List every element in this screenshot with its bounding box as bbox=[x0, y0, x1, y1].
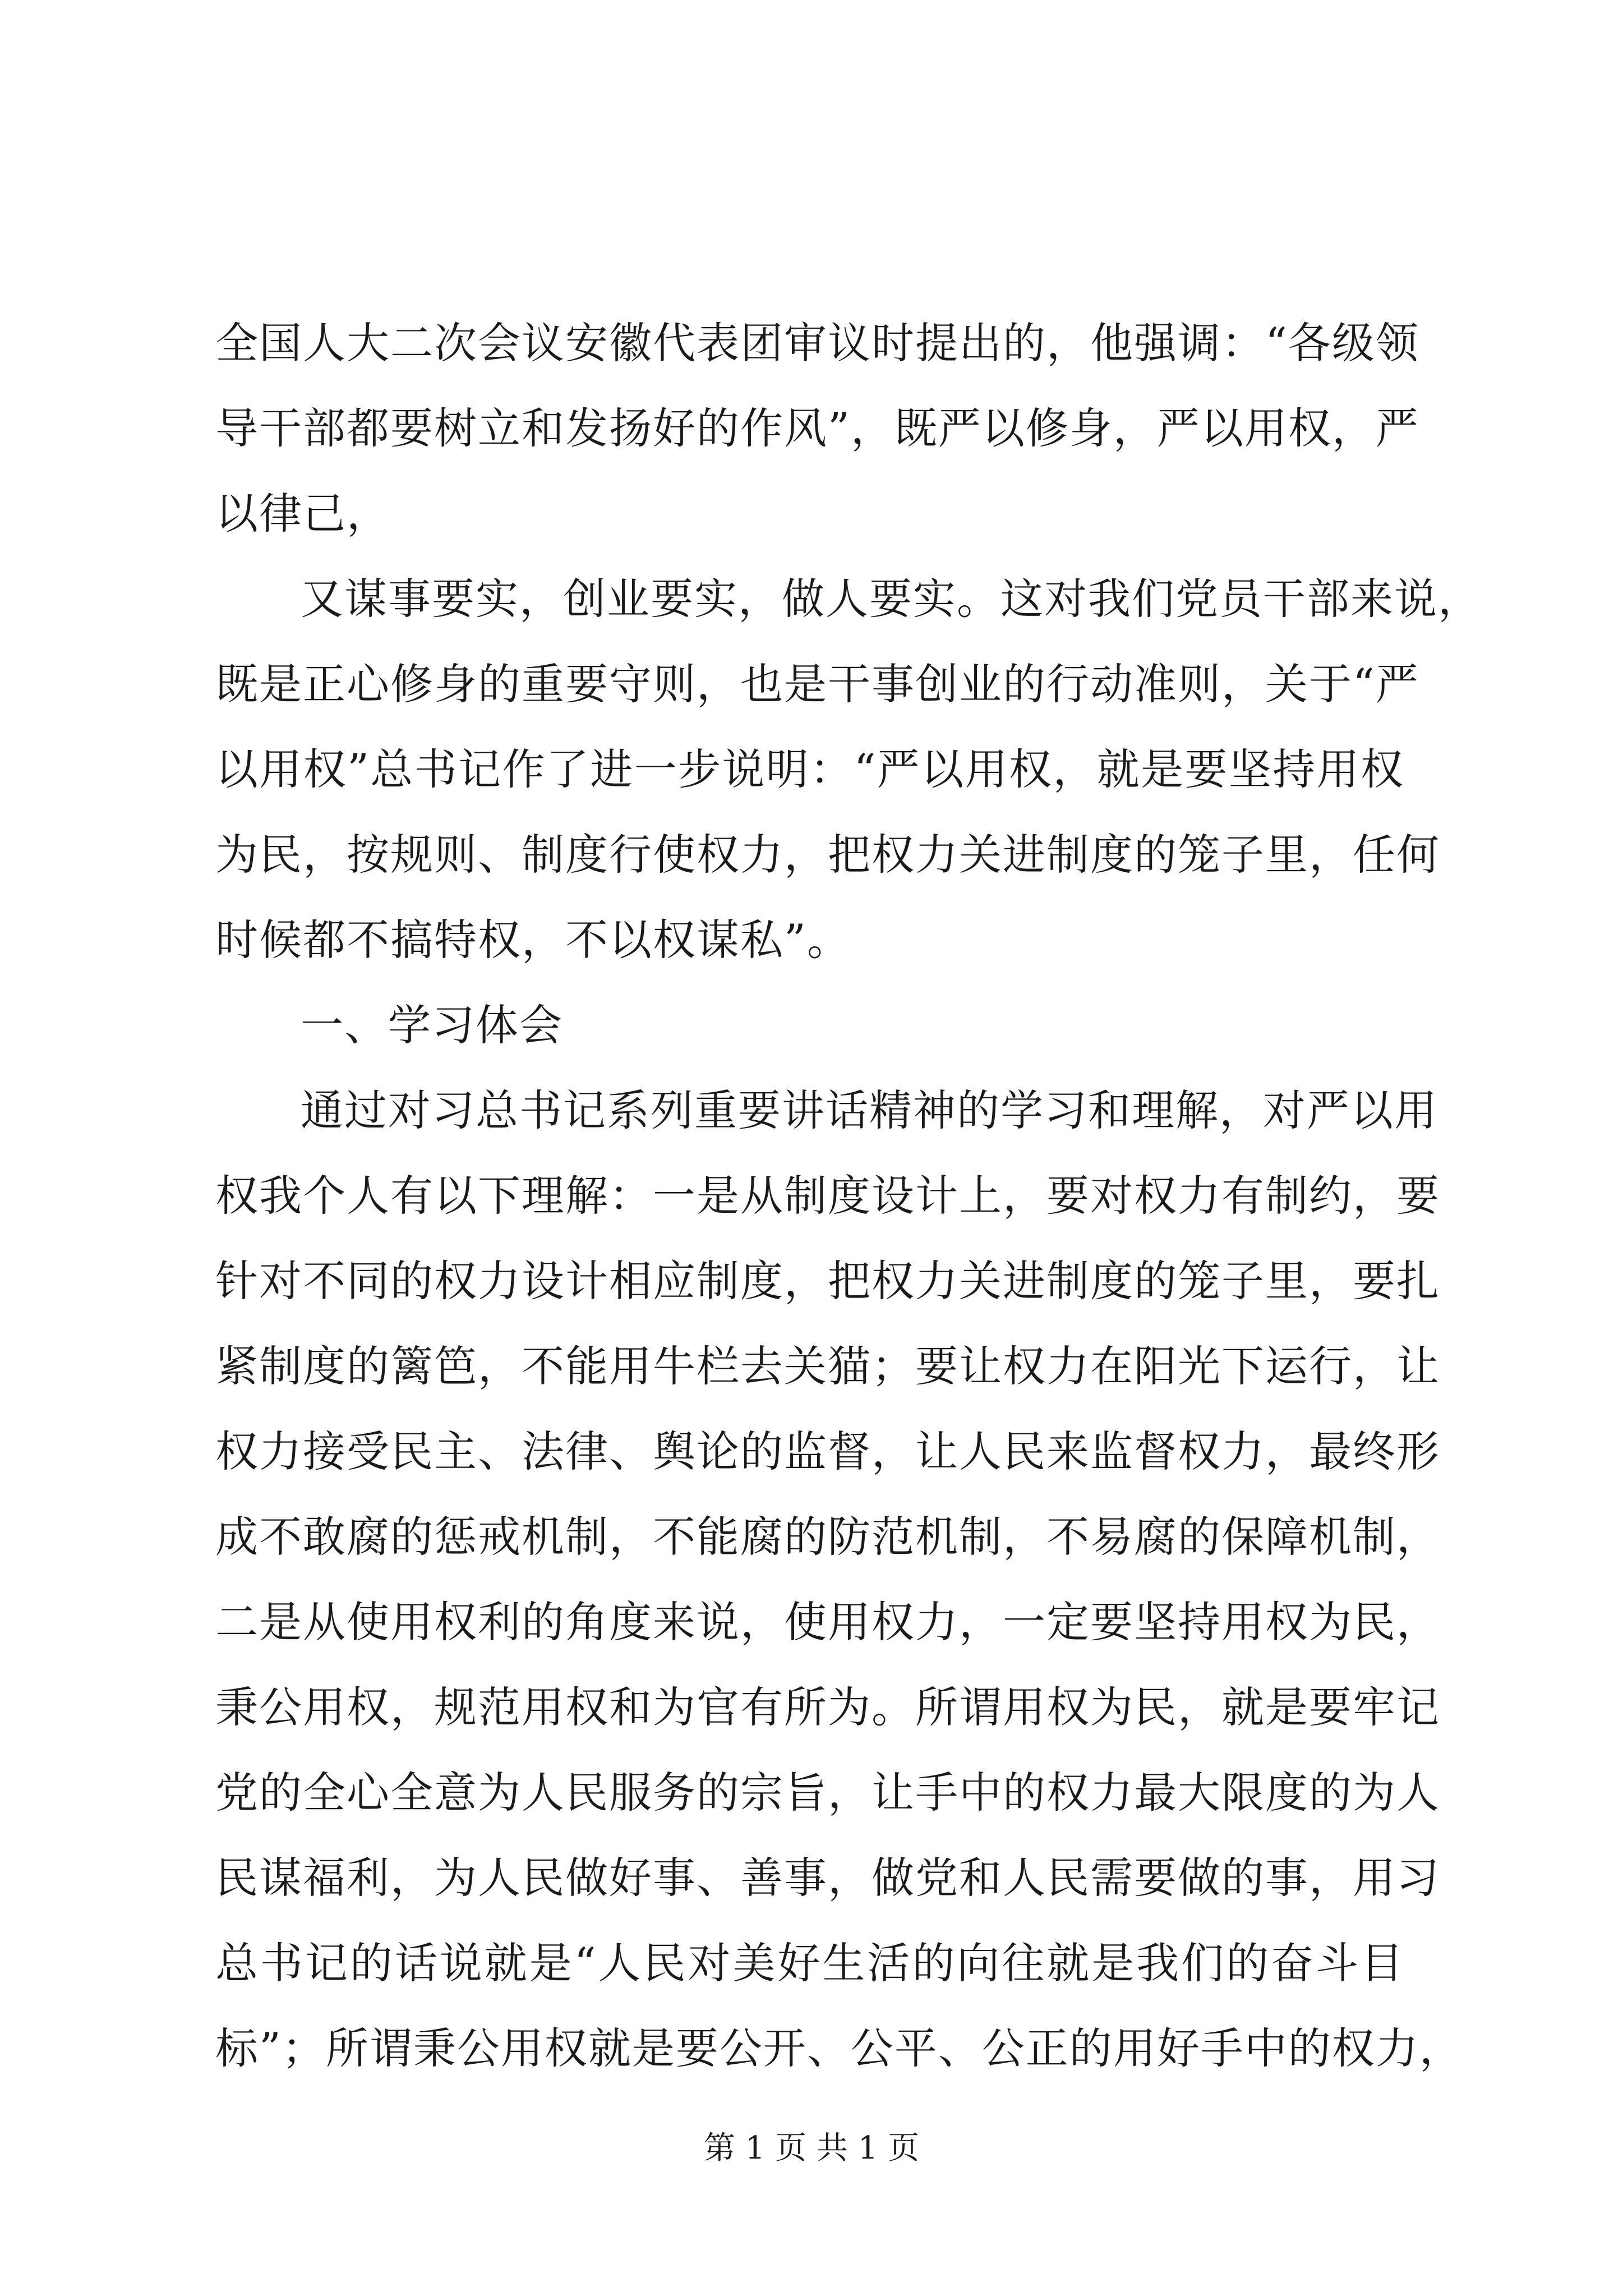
paragraph-line: 二是从使用权利的角度来说，使用权力，一定要坚持用权为民， bbox=[215, 1597, 1440, 1647]
paragraph-line: 总书记的话说就是“人民对美好生活的向往就是我们的奋斗目 bbox=[215, 1938, 1404, 1988]
paragraph-line: 民谋福利，为人民做好事、善事，做党和人民需要做的事，用习 bbox=[215, 1853, 1440, 1903]
paragraph-line: 通过对习总书记系列重要讲话精神的学习和理解，对严以用 bbox=[301, 1085, 1438, 1135]
document-body bbox=[215, 301, 1482, 2091]
paragraph-line: 又谋事要实，创业要实，做人要实。这对我们党员干部来说， bbox=[301, 574, 1482, 624]
paragraph-line: 针对不同的权力设计相应制度，把权力关进制度的笼子里，要扎 bbox=[215, 1256, 1440, 1306]
paragraph-line: 紧制度的篱笆，不能用牛栏去关猫；要让权力在阳光下运行，让 bbox=[215, 1341, 1440, 1391]
paragraph-line: 时候都不搞特权，不以权谋私”。 bbox=[215, 915, 851, 965]
page-footer bbox=[0, 2126, 1623, 2171]
paragraph-line: 秉公用权，规范用权和为官有所为。所谓用权为民，就是要牢记 bbox=[215, 1682, 1440, 1732]
section-heading: 一、学习体会 bbox=[301, 1000, 563, 1050]
paragraph-line: 党的全心全意为人民服务的宗旨，让手中的权力最大限度的为人 bbox=[215, 1768, 1440, 1818]
page-number-label: 第 1 页 共 1 页 bbox=[703, 2130, 920, 2166]
paragraph-line: 权我个人有以下理解：一是从制度设计上，要对权力有制约，要 bbox=[215, 1171, 1440, 1221]
paragraph-line: 为民，按规则、制度行使权力，把权力关进制度的笼子里，任何 bbox=[215, 830, 1440, 880]
paragraph-line: 标”；所谓秉公用权就是要公开、公平、公正的用好手中的权力， bbox=[215, 2023, 1463, 2073]
paragraph-line: 导干部都要树立和发扬好的作风”，既严以修身，严以用权，严 bbox=[215, 403, 1419, 453]
paragraph-line: 权力接受民主、法律、舆论的监督，让人民来监督权力，最终形 bbox=[215, 1427, 1440, 1476]
paragraph-line: 全国人大二次会议安徽代表团审议时提出的，他强调：“各级领 bbox=[215, 318, 1419, 368]
paragraph-line: 以律己， bbox=[215, 489, 390, 539]
paragraph-line: 以用权”总书记作了进一步说明：“严以用权，就是要坚持用权 bbox=[215, 744, 1404, 794]
paragraph-line: 既是正心修身的重要守则，也是干事创业的行动准则，关于“严 bbox=[215, 659, 1419, 709]
paragraph-line: 成不敢腐的惩戒机制，不能腐的防范机制，不易腐的保障机制， bbox=[215, 1512, 1440, 1562]
